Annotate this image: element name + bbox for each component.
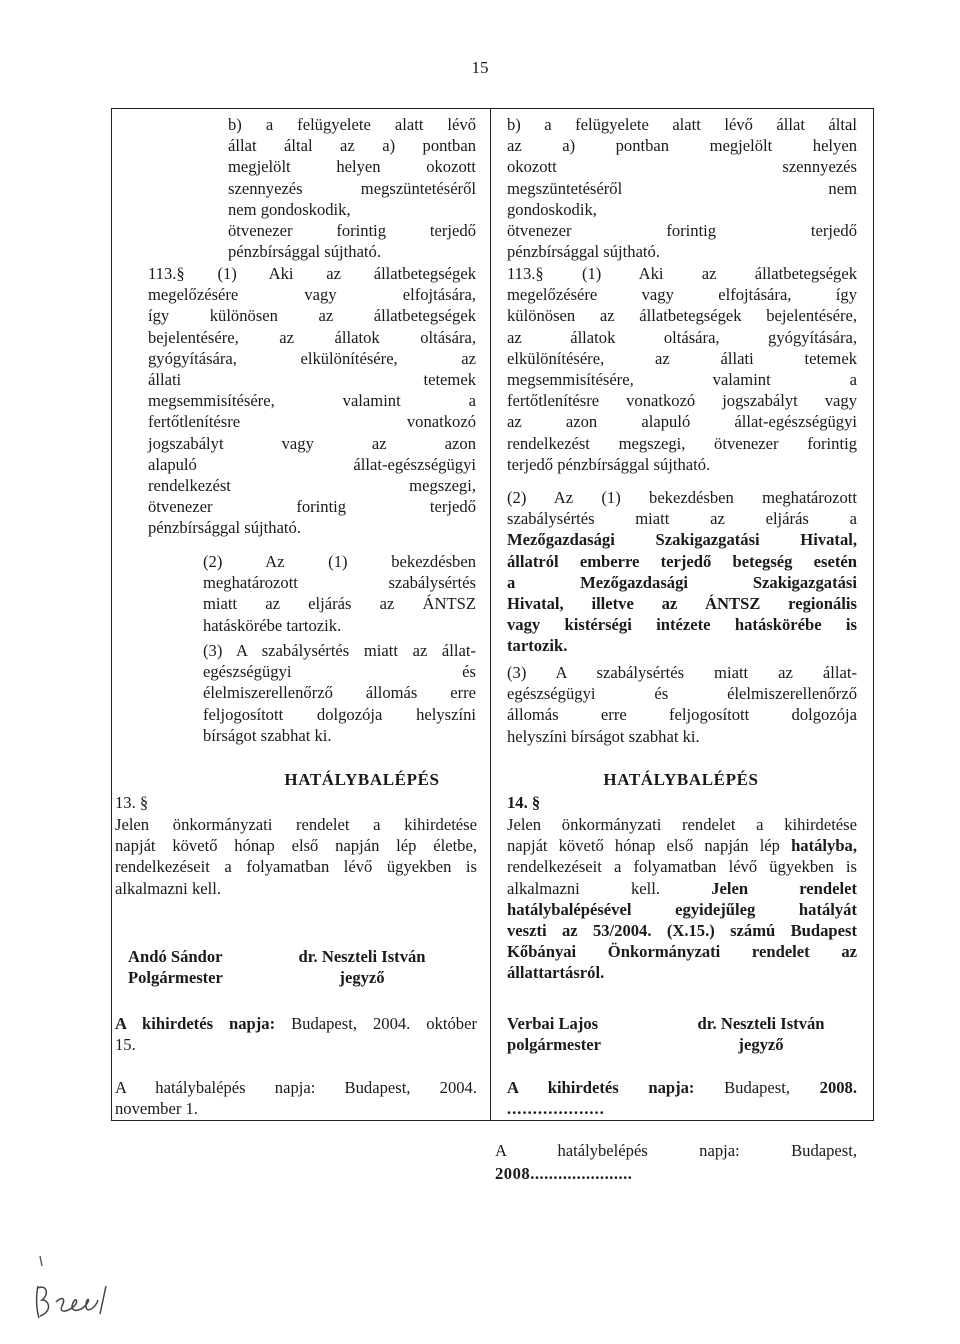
left-p3-line: egészségügyi és xyxy=(203,662,476,682)
right-113-line: elkülönítésére, az állati tetemek xyxy=(507,348,857,368)
right-b-line: b) a felügyelete alatt lévő állat által xyxy=(507,115,857,134)
left-b-line: ötvenezer forintig terjedő xyxy=(228,221,476,241)
right-b-line: pénzbírsággal sújtható. xyxy=(507,242,660,262)
right-p2-bold-line: Mezőgazdasági Szakigazgatási Hivatal, xyxy=(507,530,857,550)
left-paragraph-2 xyxy=(203,551,476,636)
left-mayor-name: Andó Sándor xyxy=(128,947,223,966)
right-p3-line: egészségügyi és élelmiszerellenőrző xyxy=(507,684,857,704)
right-body-text: alkalmazni kell. xyxy=(507,878,712,898)
right-113-line: megsemmisítésére, valamint a xyxy=(507,370,857,390)
left-promulgation xyxy=(115,1013,477,1034)
right-b-line: az a) pontban megjelölt helyen xyxy=(507,136,857,156)
right-p2-bold-line: állatról emberre terjedő betegség esetén xyxy=(507,551,857,571)
left-p3-line: élelmiszerellenőrző állomás erre xyxy=(203,683,476,703)
right-113-line: megelőzésére vagy elfojtására, így xyxy=(507,285,857,305)
right-113-line: fertőtlenítésre vonatkozó jogszabályt vagy xyxy=(507,391,857,411)
left-b-line: szennyezés megszüntetéséről xyxy=(228,178,476,198)
left-promulgation-label: A kihirdetés napja: xyxy=(115,1014,276,1033)
left-effective-date: A hatálybalépés napja: Budapest, 2004. xyxy=(115,1078,477,1097)
right-body-line: rendelkezéseit a folyamatban lévő ügyekben is xyxy=(507,857,857,877)
right-heading: HATÁLYBALÉPÉS xyxy=(603,770,759,789)
right-b-line: ötvenezer forintig terjedő xyxy=(507,221,857,241)
left-promulgation-date: Budapest, 2004. október xyxy=(275,1014,477,1033)
right-113-line: terjedő pénzbírsággal sújtható. xyxy=(507,454,711,474)
left-113-line: jogszabályt vagy az azon xyxy=(148,433,476,453)
right-mayor-name: Verbai Lajos xyxy=(507,1014,599,1033)
column-divider xyxy=(490,109,491,1120)
left-p2-line: (2) Az (1) bekezdésben xyxy=(203,552,476,571)
right-body-bold: hatályba, xyxy=(791,836,857,856)
right-p2-line: (2) Az (1) bekezdésben meghatározott xyxy=(507,488,857,507)
right-promulgation-label: A kihirdetés napja: xyxy=(507,1078,695,1097)
right-b-line: megszüntetéséről nem xyxy=(507,178,857,198)
left-b-line: b) a felügyelete alatt lévő xyxy=(228,115,476,134)
left-body-line: napját követő hónap első napján lép életbe, xyxy=(115,836,477,856)
right-p2-bold-line: a Mezőgazdasági Szakigazgatási xyxy=(507,572,857,592)
right-notary-name: dr. Neszteli István xyxy=(697,1014,825,1033)
left-113-line: alapuló állat-egészségügyi xyxy=(148,454,476,474)
left-heading: HATÁLYBALÉPÉS xyxy=(284,770,440,789)
right-113-line: az állatok oltására, gyógyítására, xyxy=(507,327,857,347)
right-113-line: rendelkezést megszegi, ötvenezer forintig xyxy=(507,433,857,453)
right-promulgation-place: Budapest, xyxy=(694,1078,820,1097)
left-113-line: rendelkezést megszegi, xyxy=(148,476,476,496)
right-p2-bold-line: Hivatal, illetve az ÁNTSZ regionális xyxy=(507,594,857,614)
left-p2-line: meghatározott szabálysértés xyxy=(203,573,476,593)
right-113-line: 113.§ (1) Aki az állatbetegségek xyxy=(507,264,857,283)
comparison-table xyxy=(111,108,874,1121)
right-section-number: 14. § xyxy=(507,793,541,812)
left-b-line: megjelölt helyen okozott xyxy=(228,157,476,177)
right-p2-bold-line: tartozik. xyxy=(507,636,568,656)
left-113-line: megsemmisítésére, valamint a xyxy=(148,391,476,411)
right-item-b xyxy=(507,114,857,262)
left-113-line: 113.§ (1) Aki az állatbetegségek xyxy=(148,264,476,283)
left-113-line: így különösen az állatbetegségek xyxy=(148,306,476,326)
right-mayor-title: polgármester xyxy=(507,1035,601,1054)
right-paragraph-2 xyxy=(507,487,857,657)
left-113-line: megelőzésére vagy elfojtására, xyxy=(148,285,476,305)
left-effective-line2: november 1. xyxy=(115,1099,198,1118)
right-p3-line: (3) A szabálysértés miatt az állat- xyxy=(507,663,857,682)
left-113-line: állati tetemek xyxy=(148,370,476,390)
right-113-line: különösen az állatbetegségek bejelentésére, xyxy=(507,306,857,326)
right-promulgation xyxy=(507,1077,857,1098)
right-b-line: gondoskodik, xyxy=(507,199,597,219)
left-body xyxy=(115,814,477,899)
left-113-line: fertőtlenítésre vonatkozó xyxy=(148,412,476,432)
right-p2-line: szabálysértés miatt az eljárás a xyxy=(507,509,857,529)
left-p3-line: feljogosított dolgozója helyszíni xyxy=(203,704,476,724)
right-p3-line: helyszíni bírságot szabhat ki. xyxy=(507,726,700,746)
right-body xyxy=(507,814,857,984)
right-body-bold-line: hatálybalépésével egyidejűleg hatályát xyxy=(507,899,857,919)
page-number: 15 xyxy=(471,58,489,77)
right-effective-year: 2008 xyxy=(495,1164,531,1183)
left-p3-line: bírságot szabhat ki. xyxy=(203,725,332,745)
left-p2-line: miatt az eljárás az ÁNTSZ xyxy=(203,594,476,614)
right-promulgation-dots: ................... xyxy=(507,1099,605,1118)
right-paragraph-3 xyxy=(507,662,857,747)
left-mayor-title: Polgármester xyxy=(128,968,223,987)
right-body-bold-line: Kőbányai Önkormányzati rendelet az xyxy=(507,942,857,962)
left-notary-name: dr. Neszteli István xyxy=(298,947,426,966)
left-section-number: 13. § xyxy=(115,793,149,812)
right-section-113 xyxy=(507,263,857,475)
right-effective-date: A hatálybelépés napja: Budapest, xyxy=(495,1141,857,1160)
left-section-113 xyxy=(148,263,476,539)
right-body-bold-line: veszti az 53/2004. (X.15.) számú Budapest xyxy=(507,921,857,941)
right-effective-line2 xyxy=(495,1164,632,1184)
right-body-bold: Jelen rendelet xyxy=(711,878,857,898)
left-b-line: nem gondoskodik, xyxy=(228,199,351,219)
left-113-line: gyógyítására, elkülönítésére, az xyxy=(148,348,476,368)
right-p2-bold-line: vagy kistérségi intézete hatáskörébe is xyxy=(507,615,857,635)
right-body-text: napját követő hónap első napján lép xyxy=(507,836,792,856)
left-body-line: Jelen önkormányzati rendelet a kihirdetése xyxy=(115,815,477,834)
left-item-b xyxy=(228,114,476,262)
left-p2-line: hatáskörébe tartozik. xyxy=(203,615,342,635)
handwritten-signature xyxy=(26,1248,146,1328)
right-effective-dots: ...................... xyxy=(530,1164,633,1183)
left-notary-title: jegyző xyxy=(339,968,385,987)
left-p3-line: (3) A szabálysértés miatt az állat- xyxy=(203,641,476,660)
right-body-bold-line: állattartásról. xyxy=(507,963,605,983)
left-113-line: ötvenezer forintig terjedő xyxy=(148,497,476,517)
right-notary-title: jegyző xyxy=(738,1035,784,1054)
left-b-line: állat által az a) pontban xyxy=(228,136,476,156)
right-b-line: okozott szennyezés xyxy=(507,157,857,177)
left-b-line: pénzbírsággal sújtható. xyxy=(228,242,381,262)
left-113-line: pénzbírsággal sújtható. xyxy=(148,518,301,538)
right-body-line: Jelen önkormányzati rendelet a kihirdetése xyxy=(507,815,857,834)
left-paragraph-3 xyxy=(203,640,476,746)
left-promulgation-line2: 15. xyxy=(115,1035,136,1054)
right-p3-line: állomás erre feljogosított dolgozója xyxy=(507,705,857,725)
left-113-line: bejelentésére, az állatok oltására, xyxy=(148,327,476,347)
right-promulgation-year: 2008. xyxy=(819,1078,857,1097)
left-body-line: rendelkezéseit a folyamatban lévő ügyekben is xyxy=(115,857,477,877)
right-113-line: az azon alapuló állat-egészségügyi xyxy=(507,412,857,432)
left-body-line: alkalmazni kell. xyxy=(115,878,221,898)
